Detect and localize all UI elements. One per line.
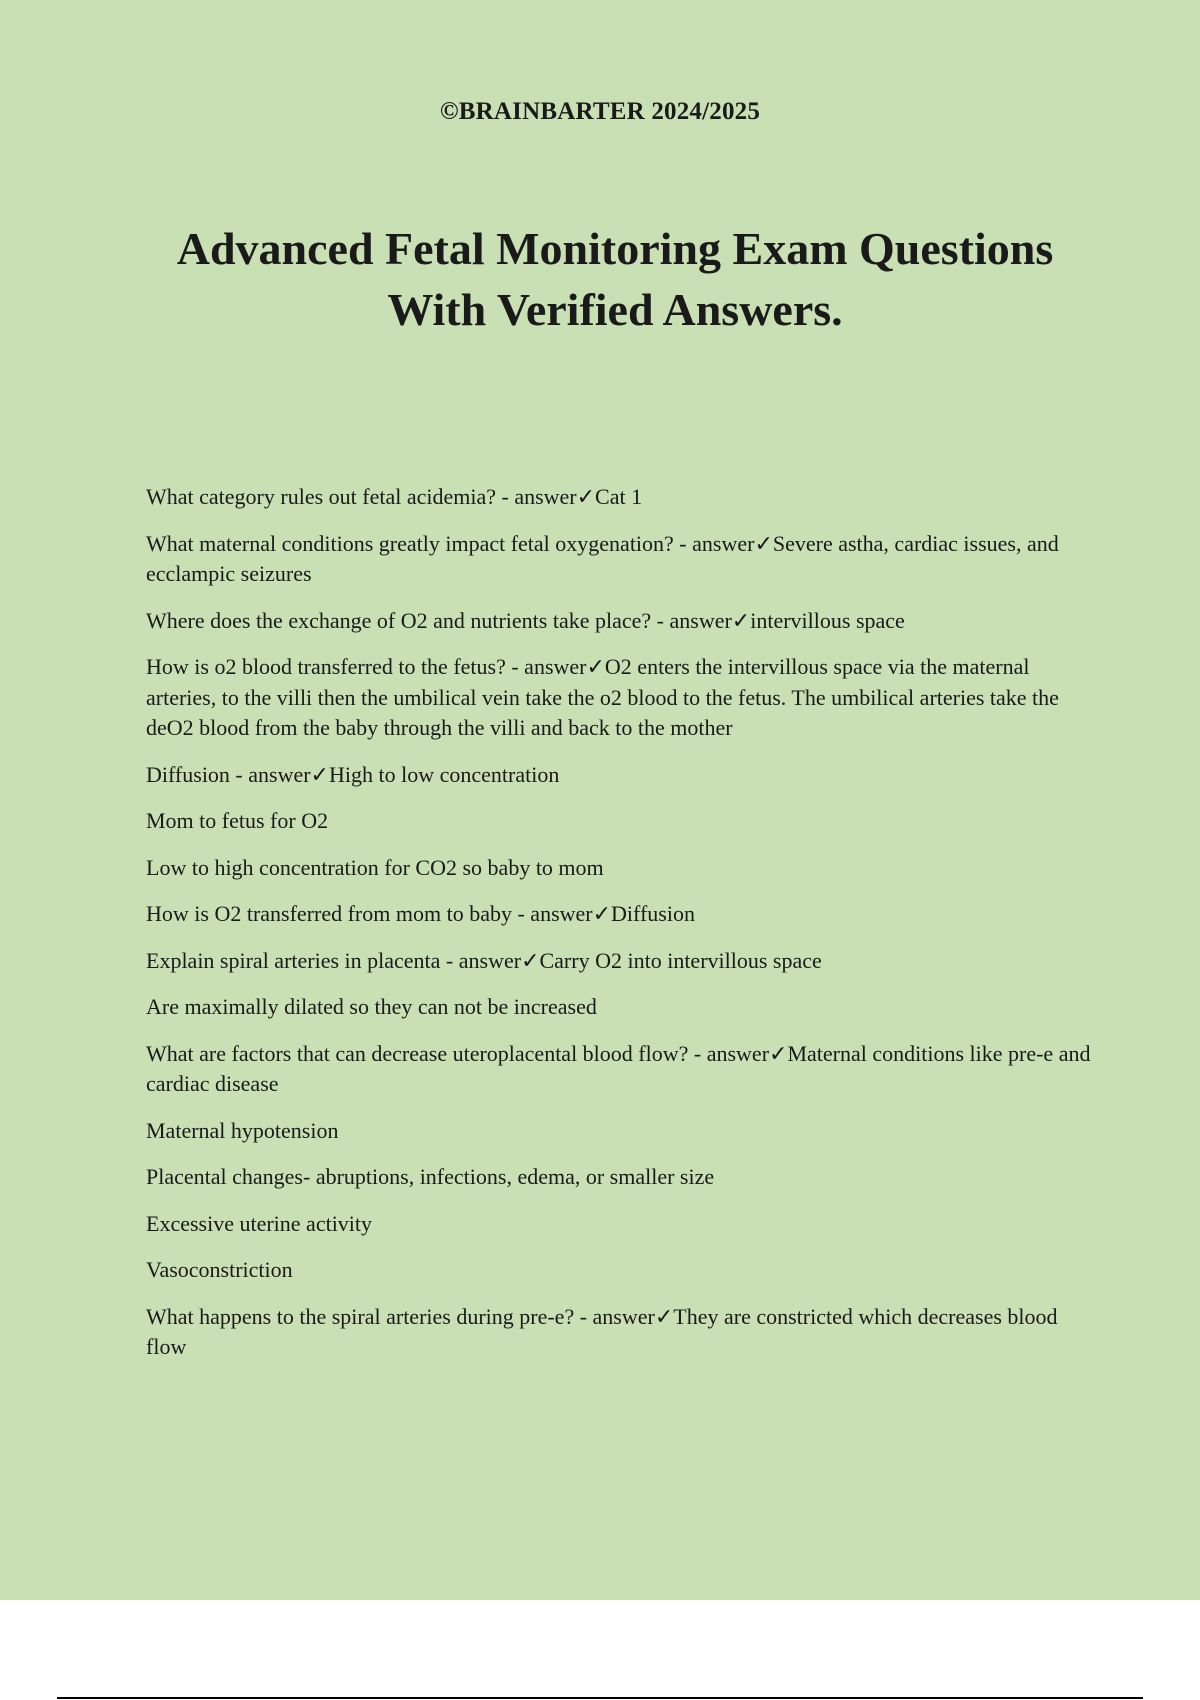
qa-item-12: Maternal hypotension [146,1117,339,1143]
copyright-header: ©BRAINBARTER 2024/2025 [439,98,761,125]
qa-item-13: Placental changes- abruptions, infections, edema, or smaller size [146,1164,715,1189]
footer-rule [57,1697,1143,1699]
qa-item-11: What are factors that can decrease uteroplacental blood flow? - answer✓Maternal conditions like pre-e and cardiac disease [146,1040,1091,1096]
qa-item-15: Vasoconstriction [146,1257,293,1282]
qa-item-7: Low to high concentration for CO2 so baby to mom [146,854,604,880]
title-line-1: Advanced Fetal Monitoring Exam Questions [176,223,1054,274]
qa-item-4: How is o2 blood transferred to the fetus? - answer✓O2 enters the intervillous space via the maternal arteries, to the villi then the umbilical vein take the o2 blood to the fetus. The umbilical arteries take the deO2 blood from the baby through the villi and back to the mother [146,654,1059,740]
qa-item-14: Excessive uterine activity [146,1210,373,1236]
qa-item-3: Where does the exchange of O2 and nutrients take place? - answer✓intervillous space [146,607,905,633]
qa-item-5: Diffusion - answer✓High to low concentration [146,761,560,787]
qa-item-9: Explain spiral arteries in placenta - answer✓Carry O2 into intervillous space [146,947,822,973]
qa-item-8: How is O2 transferred from mom to baby - answer✓Diffusion [146,901,695,926]
qa-item-16: What happens to the spiral arteries during pre-e? - answer✓They are constricted which decreases blood flow [146,1303,1058,1359]
qa-item-10: Are maximally dilated so they can not be increased [146,994,597,1019]
qa-list [146,482,1096,1379]
title-line-2: With Verified Answers. [387,284,843,335]
qa-item-2: What maternal conditions greatly impact fetal oxygenation? - answer✓Severe astha, cardiac issues, and ecclampic seizures [146,530,1059,586]
document-title [120,218,1110,340]
qa-item-6: Mom to fetus for O2 [146,808,329,833]
qa-item-1: What category rules out fetal acidemia? - answer✓Cat 1 [146,484,643,509]
